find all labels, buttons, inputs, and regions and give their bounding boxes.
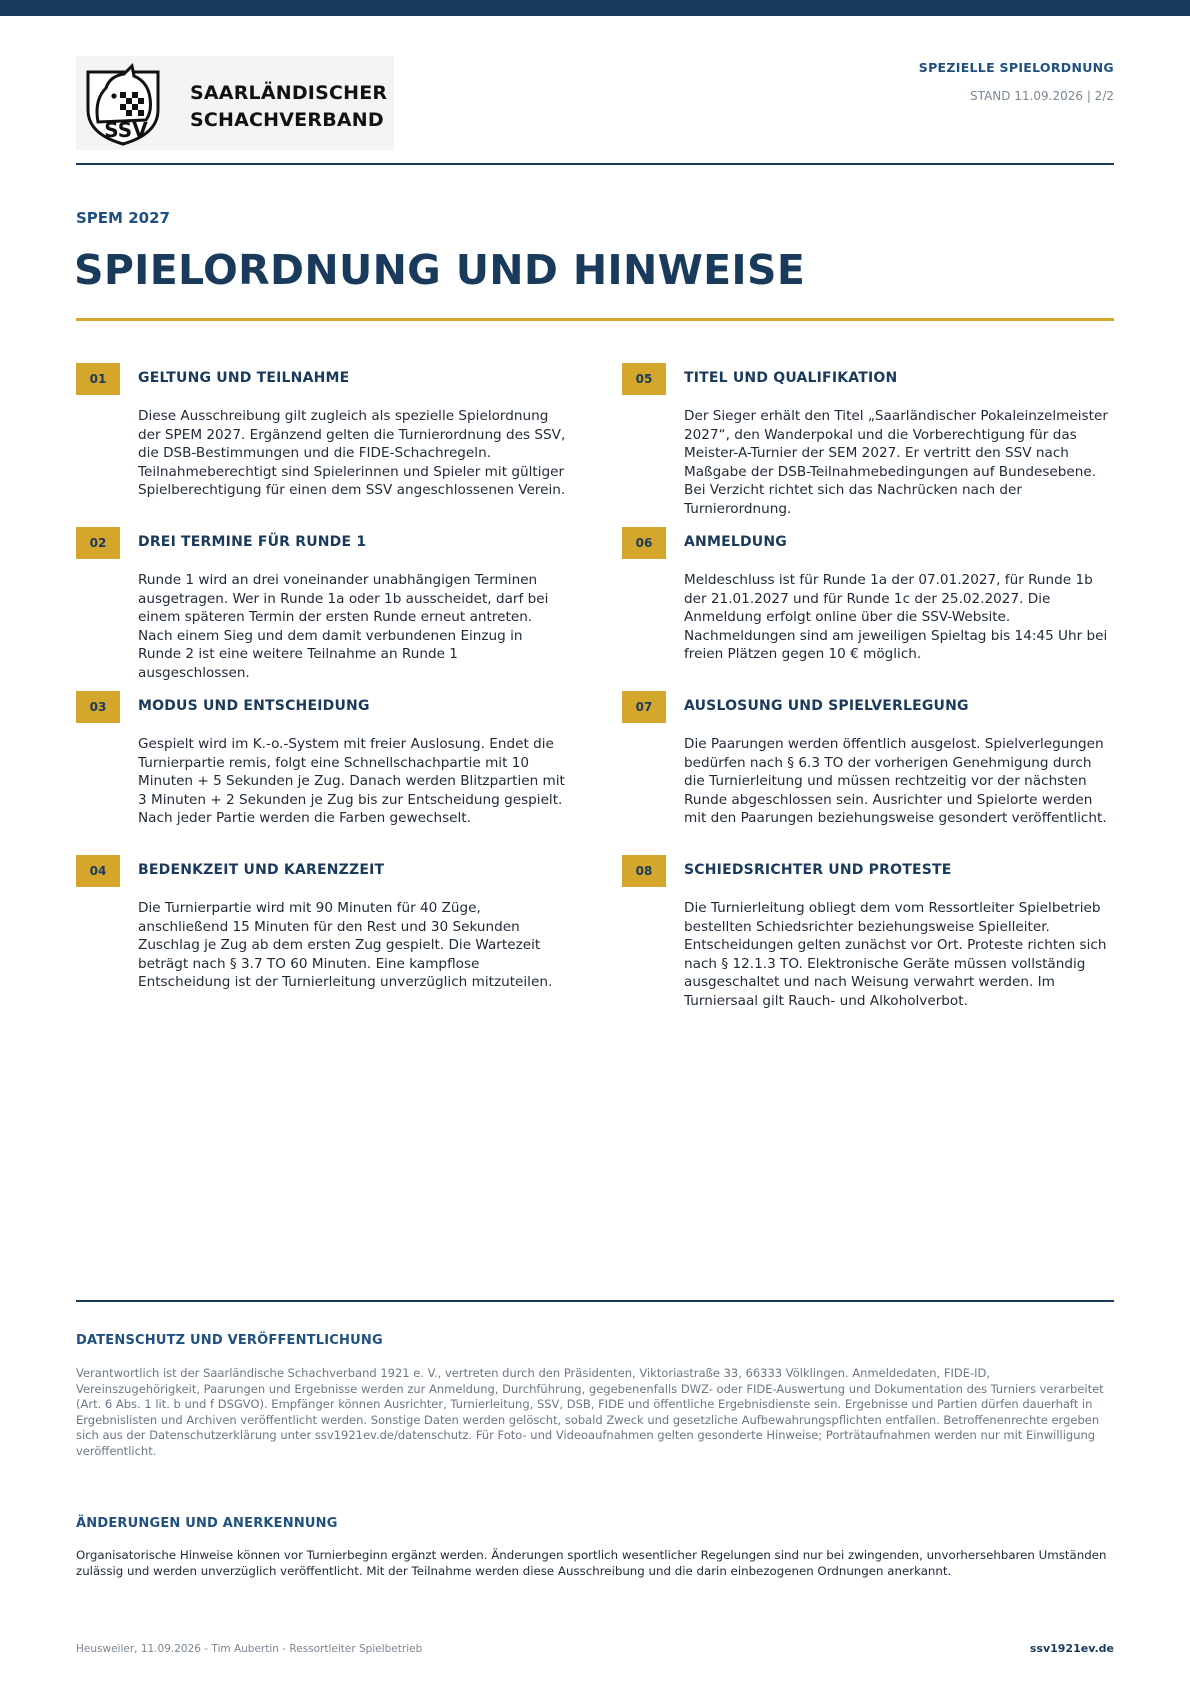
section-number: 06 bbox=[622, 527, 666, 559]
top-bar bbox=[0, 0, 1190, 16]
header-meta bbox=[919, 60, 1114, 103]
changes-title: ÄNDERUNGEN UND ANERKENNUNG bbox=[76, 1516, 338, 1531]
section-number: 08 bbox=[622, 855, 666, 887]
org-name bbox=[190, 80, 387, 134]
title-divider bbox=[76, 318, 1114, 321]
logo-ssv-text: SSV bbox=[104, 118, 148, 142]
footer-signature: Heusweiler, 11.09.2026 - Tim Aubertin - Ressortleiter Spielbetrieb bbox=[76, 1643, 423, 1655]
doc-kicker: SPEM 2027 bbox=[76, 209, 170, 227]
section-title: GELTUNG UND TEILNAHME bbox=[138, 370, 350, 386]
section-body: Die Turnierpartie wird mit 90 Minuten für 40 Züge, anschließend 15 Minuten für den Rest und 30 Sekunden Zuschlag je Zug ab dem ersten Zug gespielt. Die Wartezeit beträgt nach § 3.7 TO 60 Minuten. Eine kampflose Entscheidung ist der Turnierleitung unverzüglich mitzuteilen. bbox=[138, 900, 553, 991]
chess-knight-logo-icon bbox=[80, 62, 168, 146]
section-number: 03 bbox=[76, 691, 120, 723]
section-title: ANMELDUNG bbox=[684, 534, 787, 550]
org-name-line2: SCHACHVERBAND bbox=[190, 109, 384, 131]
section-number: 05 bbox=[622, 363, 666, 395]
section-title: DREI TERMINE FÜR RUNDE 1 bbox=[138, 534, 367, 550]
privacy-title: DATENSCHUTZ UND VERÖFFENTLICHUNG bbox=[76, 1333, 383, 1348]
section-number: 02 bbox=[76, 527, 120, 559]
section-body: Gespielt wird im K.-o.-System mit freier Auslosung. Endet die Turnierpartie remis, folgt eine Schnellschachpartie mit 10 Minuten + 5 Sekunden je Zug. Danach werden Blitzpartien mit 3 Minuten + 2 Sekunden je Zug bis zur Entscheidung gespielt. Nach jeder Partie werden die Farben gewechselt. bbox=[138, 736, 565, 827]
section-title: TITEL UND QUALIFIKATION bbox=[684, 370, 898, 386]
logo bbox=[76, 56, 394, 150]
section-number: 01 bbox=[76, 363, 120, 395]
section-title: AUSLOSUNG UND SPIELVERLEGUNG bbox=[684, 698, 969, 714]
section-title: BEDENKZEIT UND KARENZZEIT bbox=[138, 862, 385, 878]
section-body: Die Turnierleitung obliegt dem vom Ressortleiter Spielbetrieb bestellten Schiedsrichter beziehungsweise Spielleiter. Entscheidungen gelten zunächst vor Ort. Proteste richten sich nach § 12.1.3 TO. Elektronische Geräte müssen vollständig ausgeschaltet und nach Weisung verwahrt werden. Im Turniersaal gilt Rauch- und Alkoholverbot. bbox=[684, 900, 1107, 1009]
section-title: SCHIEDSRICHTER UND PROTESTE bbox=[684, 862, 952, 878]
doc-type-label: SPEZIELLE SPIELORDNUNG bbox=[918, 60, 1114, 75]
privacy-body: Verantwortlich ist der Saarländische Schachverband 1921 e. V., vertreten durch den Präsidenten, Viktoriastraße 33, 66333 Völklingen. Anmeldedaten, FIDE-ID, Vereinszugehörigkeit, Paarungen und Ergebnisse werden zur Anmeldung, Durchführung, gegebenenfalls DWZ- oder FIDE-Auswertung und Dokumentation des Turniers verarbeitet (Art. 6 Abs. 1 lit. b und f DSGVO). Empfänger können Ausrichter, Turnierleitung, SSV, DSB, FIDE und öffentliche Ergebnisdienste sein. Ergebnisse und Partien dürfen dauerhaft in Ergebnislisten und Archiven veröffentlicht werden. Sonstige Daten werden gelöscht, sobald Zweck und gesetzliche Aufbewahrungspflichten entfallen. Betroffenenrechte ergeben sich aus der Datenschutzerklärung unter ssv1921ev.de/datenschutz. Für Foto- und Videoaufnahmen gelten gesonderte Hinweise; Porträtaufnahmen werden nur mit Einwilligung veröffentlicht. bbox=[76, 1366, 1104, 1458]
section-body: Die Paarungen werden öffentlich ausgelost. Spielverlegungen bedürfen nach § 6.3 TO der vorherigen Genehmigung durch die Turnierleitung und müssen rechtzeitig vor der nächsten Runde abgeschlossen sein. Ausrichter und Spielorte werden mit den Paarungen beziehungsweise gesondert veröffentlicht. bbox=[684, 736, 1107, 827]
changes-body: Organisatorische Hinweise können vor Turnierbeginn ergänzt werden. Änderungen sportlich wesentlicher Regelungen sind nur bei zwingenden, unvorhersehbaren Umständen zulässig und werden unverzüglich veröffentlicht. Mit der Teilnahme werden diese Ausschreibung und die darin einbezogenen Ordnungen anerkannt. bbox=[76, 1548, 1107, 1578]
section-body: Runde 1 wird an drei voneinander unabhängigen Terminen ausgetragen. Wer in Runde 1a oder 1b ausscheidet, darf bei einem späteren Termin der ersten Runde erneut antreten. Nach einem Sieg und dem damit verbundenen Einzug in Runde 2 ist eine weitere Teilnahme an Runde 1 ausgeschlossen. bbox=[138, 572, 549, 681]
section-number: 07 bbox=[622, 691, 666, 723]
section-number: 04 bbox=[76, 855, 120, 887]
footer-website-link[interactable]: ssv1921ev.de bbox=[1029, 1642, 1114, 1655]
section-body: Der Sieger erhält den Titel „Saarländischer Pokaleinzelmeister 2027“, den Wanderpokal und die Vorberechtigung für das Meister-A-Turnier der SEM 2027. Er vertritt den SSV nach Maßgabe der DSB-Teilnahmebedingungen auf Bundesebene. Bei Verzicht richtet sich das Nachrücken nach der Turnierordnung. bbox=[684, 408, 1108, 517]
section-title: MODUS UND ENTSCHEIDUNG bbox=[138, 698, 370, 714]
page-title: SPIELORDNUNG UND HINWEISE bbox=[74, 246, 806, 294]
section-body: Meldeschluss ist für Runde 1a der 07.01.2027, für Runde 1b der 21.01.2027 und für Runde 1c der 25.02.2027. Die Anmeldung erfolgt online über die SSV-Website. Nachmeldungen sind am jeweiligen Spieltag bis 14:45 Uhr bei freien Plätzen gegen 10 € möglich. bbox=[684, 572, 1108, 663]
org-name-line1: SAARLÄNDISCHER bbox=[190, 82, 388, 104]
header-divider bbox=[76, 163, 1114, 165]
section-body: Diese Ausschreibung gilt zugleich als spezielle Spielordnung der SPEM 2027. Ergänzend gelten die Turnierordnung des SSV, die DSB-Bestimmungen und die FIDE-Schachregeln. Teilnahmeberechtigt sind Spielerinnen und Spieler mit gültiger Spielberechtigung für einen dem SSV angeschlossenen Verein. bbox=[138, 408, 566, 499]
doc-date-page: STAND 11.09.2026 | 2/2 bbox=[970, 89, 1114, 103]
footer-divider bbox=[76, 1300, 1114, 1302]
